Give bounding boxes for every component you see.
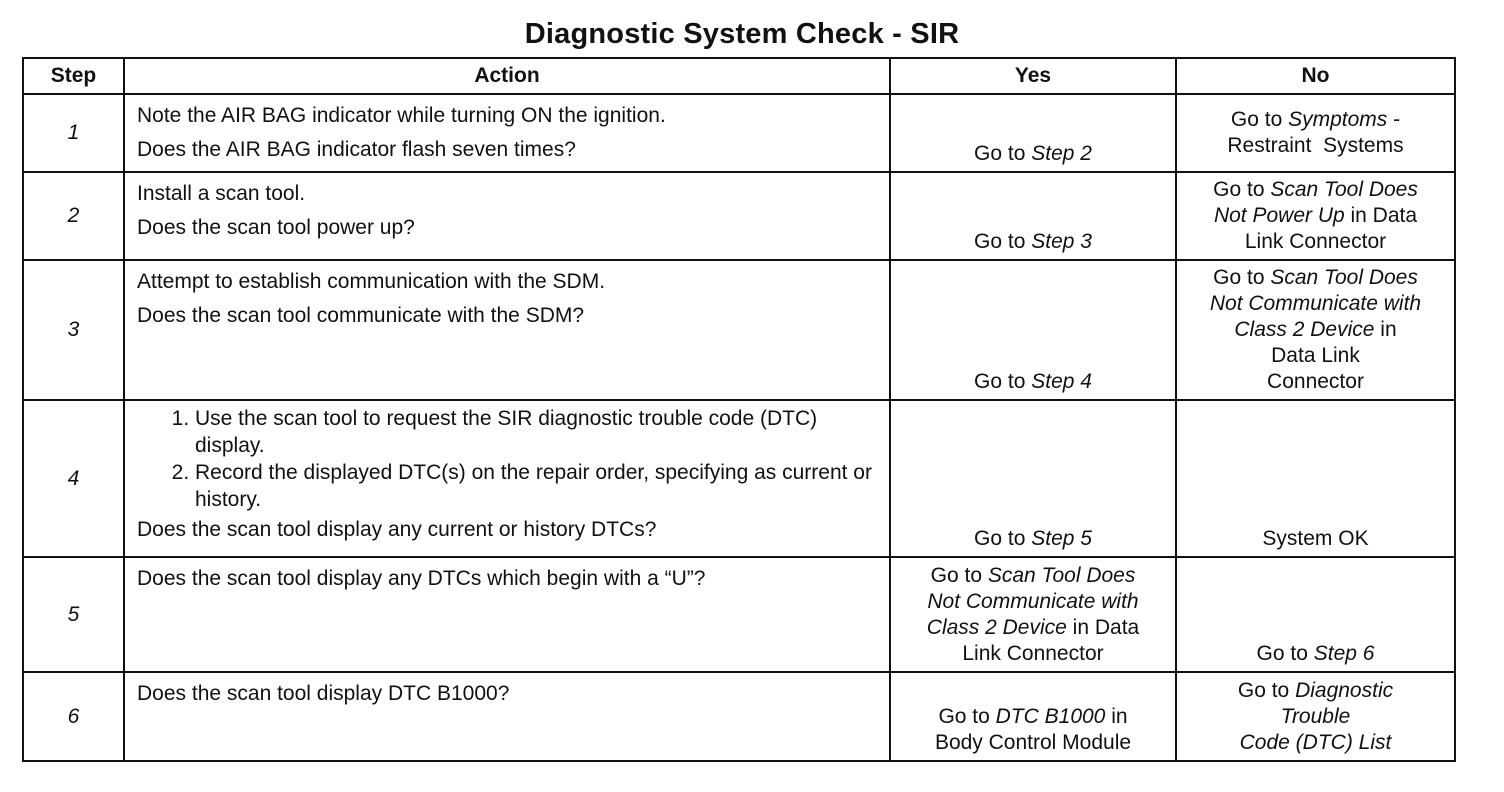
table-row [23, 260, 1455, 400]
action-cell [124, 172, 890, 260]
list-item: 1. Use the scan tool to request the SIR diagnostic trouble code (DTC) display. [195, 405, 877, 459]
action-question: Does the scan tool power up? [137, 216, 415, 239]
action-cell [124, 260, 890, 400]
reference-link[interactable]: Scan Tool Does [987, 564, 1136, 587]
action-question: Does the scan tool display DTC B1000? [137, 682, 510, 705]
yes-cell: Go to Step 5 [890, 400, 1176, 557]
symptoms-link[interactable]: Symptoms [1288, 107, 1388, 131]
action-question: Does the scan tool communicate with the SDM? [137, 304, 585, 327]
no-cell: Go to Step 6 [1176, 557, 1455, 672]
no-cell: Go to Scan Tool Does Not Communicate with Class 2 Device in Data Link Connector [1176, 260, 1455, 400]
step-number: 3 [23, 260, 124, 400]
step-link[interactable]: Step 4 [1031, 370, 1092, 393]
action-text: Install a scan tool. [137, 182, 306, 205]
no-cell: Go to Diagnostic Trouble Code (DTC) List [1176, 672, 1455, 761]
reference-link[interactable]: Scan Tool Does [1270, 178, 1418, 201]
header-step: Step [23, 58, 124, 94]
header-yes: Yes [890, 58, 1176, 94]
step-number: 5 [23, 557, 124, 672]
yes-cell: Go to DTC B1000 in Body Control Module [890, 672, 1176, 761]
action-text: Attempt to establish communication with the SDM. [137, 270, 606, 293]
step-number: 1 [23, 94, 124, 172]
reference-link[interactable]: Code (DTC) List [1239, 731, 1392, 754]
no-cell: Go to Scan Tool Does Not Power Up in Data Link Connector [1176, 172, 1455, 260]
step-number: 2 [23, 172, 124, 260]
step-link[interactable]: Step 3 [1031, 230, 1092, 253]
reference-link[interactable]: Trouble [1280, 705, 1351, 728]
step-link[interactable]: Step 2 [1031, 142, 1092, 165]
yes-cell: Go to Step 3 [890, 172, 1176, 260]
page-title: Diagnostic System Check - SIR [524, 18, 960, 50]
yes-cell: Go to Step 4 [890, 260, 1176, 400]
header-action: Action [124, 58, 890, 94]
header-row [23, 58, 1455, 94]
table-row [23, 400, 1455, 557]
reference-link[interactable]: Class 2 Device [926, 616, 1067, 639]
action-text: Note the AIR BAG indicator while turning ON the ignition. [137, 104, 666, 127]
table-row [23, 557, 1455, 672]
reference-link[interactable]: Diagnostic [1295, 679, 1394, 702]
reference-link[interactable]: Scan Tool Does [1270, 266, 1418, 289]
yes-cell: Go to Scan Tool Does Not Communicate with Class 2 Device in Data Link Connector [890, 557, 1176, 672]
reference-link[interactable]: Class 2 Device [1234, 318, 1375, 341]
list-item: 2. Record the displayed DTC(s) on the repair order, specifying as current or history. [195, 459, 877, 513]
action-question: Does the AIR BAG indicator flash seven times? [137, 138, 576, 161]
diagnostic-table [22, 57, 1456, 762]
action-cell [124, 400, 890, 557]
action-steps-list [137, 405, 877, 513]
reference-link[interactable]: Not Communicate with [927, 590, 1139, 613]
table-row [23, 94, 1455, 172]
yes-cell: Go to Step 2 [890, 94, 1176, 172]
step-link[interactable]: Step 5 [1031, 527, 1092, 550]
table-row [23, 172, 1455, 260]
reference-link[interactable]: Not Communicate with [1209, 292, 1422, 315]
system-ok-text: System OK [1262, 527, 1369, 550]
step-number: 4 [23, 400, 124, 557]
action-cell [124, 557, 890, 672]
table-row [23, 672, 1455, 761]
reference-link[interactable]: DTC B1000 [995, 705, 1106, 728]
action-cell [124, 94, 890, 172]
action-question: Does the scan tool display any DTCs which begin with a “U”? [137, 567, 706, 590]
no-cell: Go to Symptoms - Restraint Systems [1176, 94, 1455, 172]
no-cell [1176, 400, 1455, 557]
reference-link[interactable]: Not Power Up [1213, 204, 1345, 227]
action-cell [124, 672, 890, 761]
step-number: 6 [23, 672, 124, 761]
action-question: Does the scan tool display any current or history DTCs? [137, 518, 657, 541]
step-link[interactable]: Step 6 [1313, 642, 1375, 665]
header-no: No [1176, 58, 1455, 94]
